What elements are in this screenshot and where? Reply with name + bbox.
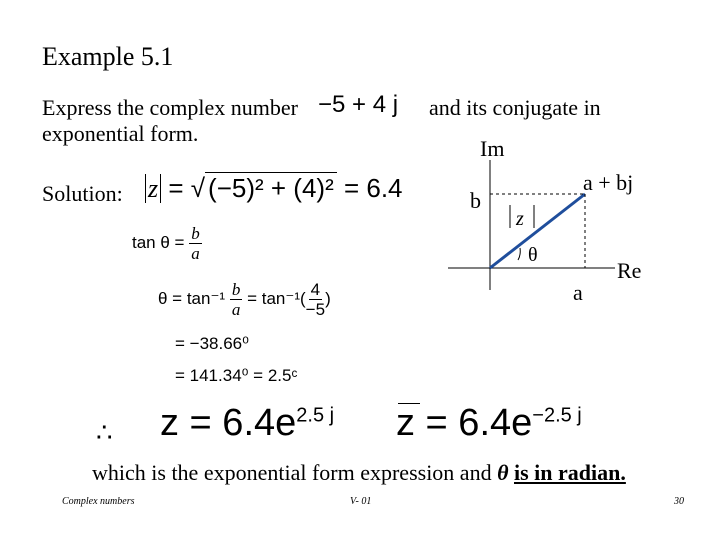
solution-label: Solution:	[42, 181, 123, 206]
angle-degrees: = −38.66⁰	[175, 334, 249, 353]
theta-label: θ	[528, 244, 538, 266]
z-expr: z = 6.4e	[160, 402, 297, 444]
problem-text-pre: Express the complex number	[42, 95, 298, 120]
theta-end: )	[325, 288, 331, 308]
angle-arc	[518, 248, 520, 260]
angle-radians: = 141.34⁰ = 2.5ᶜ	[175, 366, 298, 385]
footer-left: Complex numbers	[62, 496, 135, 507]
theta-mid: = tan⁻¹(	[247, 288, 306, 308]
tan-numerator: b	[191, 224, 200, 243]
theta-equation	[158, 280, 331, 319]
complex-number: −5 + 4 j	[318, 91, 399, 118]
zbar-exponent: −2.5 j	[532, 404, 582, 427]
conclusion-tail: is in radian.	[514, 460, 626, 485]
theta-lhs: θ = tan⁻¹	[158, 288, 226, 308]
theta-den2: −5	[305, 300, 326, 319]
problem-line-2: exponential form.	[42, 121, 199, 146]
radicand: (−5)² + (4)²	[205, 172, 337, 204]
tan-lhs: tan θ =	[132, 232, 185, 252]
im-label: Im	[480, 136, 505, 161]
b-label: b	[470, 188, 481, 213]
problem-text-post: and its conjugate in	[429, 95, 601, 120]
modulus-label: z	[516, 208, 524, 230]
argand-diagram	[440, 160, 680, 300]
conclusion	[92, 460, 626, 486]
a-label: a	[573, 280, 583, 305]
z-exponent: 2.5 j	[296, 404, 335, 427]
zbar-exponential	[396, 402, 582, 445]
magnitude-equation: z = √ (−5)² + (4)² = 6.4	[145, 172, 403, 204]
conclusion-theta: θ	[497, 460, 509, 485]
tan-equation	[132, 224, 202, 263]
magnitude-result: = 6.4	[343, 173, 403, 203]
re-label: Re	[617, 258, 642, 283]
point-label: a + bj	[583, 170, 634, 195]
theta-numerator: b	[231, 280, 241, 299]
therefore-symbol: ∴	[96, 418, 113, 447]
theta-denominator: a	[231, 300, 241, 319]
problem-line-1	[42, 95, 298, 121]
tan-denominator: a	[191, 244, 200, 263]
slide-title: Example 5.1	[42, 42, 174, 71]
footer-center: V- 01	[350, 496, 372, 507]
modulus-z: z	[145, 174, 161, 203]
conclusion-text: which is the exponential form expression and	[92, 460, 492, 485]
theta-num2: 4	[310, 280, 321, 299]
zbar-expr: z = 6.4e	[396, 402, 533, 444]
z-exponential	[160, 402, 334, 445]
page-number: 30	[674, 496, 684, 507]
